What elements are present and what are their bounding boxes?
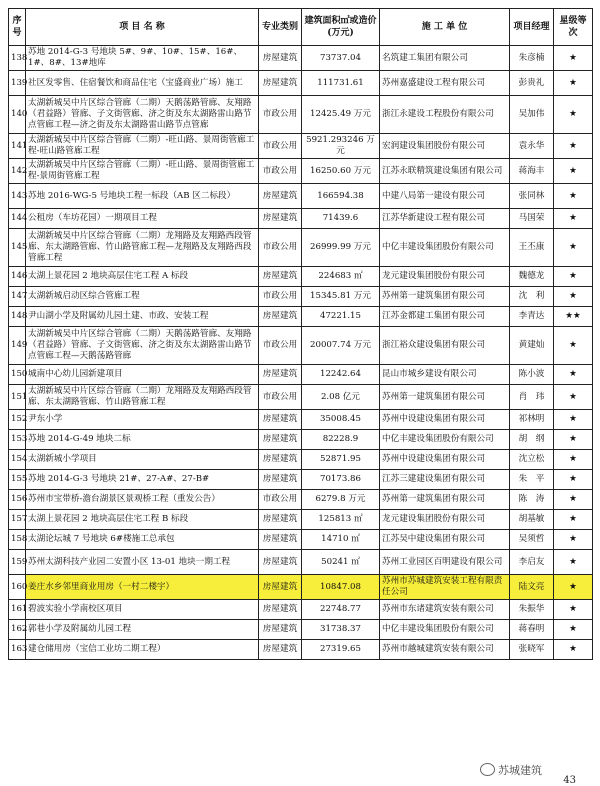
row-manager: 沈 利 (510, 287, 554, 307)
row-category: 房屋建筑 (259, 620, 302, 640)
col-header-area: 建筑面积㎡或造价(万元) (302, 9, 380, 46)
table-row (9, 575, 593, 600)
row-area: 35008.45 (302, 410, 380, 430)
table-row (9, 96, 593, 134)
row-stars: ★ (554, 365, 593, 385)
row-stars: ★ (554, 640, 593, 660)
row-contractor: 苏州第一建筑集团有限公司 (380, 490, 510, 510)
row-category: 房屋建筑 (259, 307, 302, 327)
row-manager: 肖 玮 (510, 385, 554, 410)
row-name: 太湖上景花园 2 地块高层住宅工程 A 标段 (26, 267, 259, 287)
row-area: 70173.86 (302, 470, 380, 490)
row-no: 140 (9, 96, 26, 134)
table-row (9, 385, 593, 410)
table-row (9, 550, 593, 575)
row-category: 房屋建筑 (259, 184, 302, 209)
row-contractor: 浙江裕众建设集团有限公司 (380, 327, 510, 365)
row-category: 房屋建筑 (259, 46, 302, 71)
row-category: 房屋建筑 (259, 430, 302, 450)
row-category: 房屋建筑 (259, 470, 302, 490)
row-area: 82228.9 (302, 430, 380, 450)
row-no: 155 (9, 470, 26, 490)
row-stars: ★ (554, 159, 593, 184)
row-no: 139 (9, 71, 26, 96)
row-area: 6279.8 万元 (302, 490, 380, 510)
table-row (9, 365, 593, 385)
row-no: 143 (9, 184, 26, 209)
row-name: 太湖新城吴中片区综合管廊（二期）龙翔路及友翔路西段管廊、东太湖路管廊、竹山路管廊工程—龙翔路及友翔路西段管廊工程 (26, 229, 259, 267)
row-stars: ★ (554, 620, 593, 640)
table-row (9, 229, 593, 267)
row-manager: 陈 涛 (510, 490, 554, 510)
row-stars: ★ (554, 575, 593, 600)
row-no: 142 (9, 159, 26, 184)
table-row (9, 327, 593, 365)
table-row (9, 450, 593, 470)
row-name: 太湖新城吴中片区综合管廊（二期）天鹅荡路管廊、友翔路（君益路）管廊、子文街管廊、济之街及东太湖路雷山路节点管廊工程—济之街及东太湖路雷山路节点管廊 (26, 96, 259, 134)
table-row (9, 410, 593, 430)
row-area: 5921.293246 万元 (302, 134, 380, 159)
row-no: 146 (9, 267, 26, 287)
row-no: 158 (9, 530, 26, 550)
row-name: 尹山湖小学及附属幼儿园土建、市政、安装工程 (26, 307, 259, 327)
row-contractor: 江苏永联精筑建设集团有限公司 (380, 159, 510, 184)
row-no: 153 (9, 430, 26, 450)
row-category: 房屋建筑 (259, 550, 302, 575)
row-manager: 陈小波 (510, 365, 554, 385)
row-category: 房屋建筑 (259, 410, 302, 430)
row-area: 26999.99 万元 (302, 229, 380, 267)
row-manager: 王丕康 (510, 229, 554, 267)
row-stars: ★ (554, 470, 593, 490)
row-category: 房屋建筑 (259, 530, 302, 550)
row-area: 71439.6 (302, 209, 380, 229)
row-manager: 胡 纲 (510, 430, 554, 450)
table-row (9, 640, 593, 660)
row-category: 房屋建筑 (259, 267, 302, 287)
row-area: 14710 ㎡ (302, 530, 380, 550)
table-row (9, 620, 593, 640)
row-no: 163 (9, 640, 26, 660)
row-name: 城南中心幼儿园新建项目 (26, 365, 259, 385)
row-stars: ★ (554, 490, 593, 510)
row-category: 房屋建筑 (259, 365, 302, 385)
row-manager: 祁林明 (510, 410, 554, 430)
row-stars: ★ (554, 71, 593, 96)
row-stars: ★ (554, 46, 593, 71)
row-area: 20007.74 万元 (302, 327, 380, 365)
row-stars: ★ (554, 327, 593, 365)
table-row (9, 134, 593, 159)
col-header-stars: 星级等次 (554, 9, 593, 46)
row-manager: 沈立松 (510, 450, 554, 470)
row-contractor: 苏州市越城建筑安装有限公司 (380, 640, 510, 660)
row-no: 138 (9, 46, 26, 71)
row-name: 太湖新城启动区综合管廊工程 (26, 287, 259, 307)
row-name: 尹东小学 (26, 410, 259, 430)
row-area: 16250.60 万元 (302, 159, 380, 184)
row-manager: 陆文亮 (510, 575, 554, 600)
row-area: 12242.64 (302, 365, 380, 385)
row-manager: 黄建灿 (510, 327, 554, 365)
table-row (9, 159, 593, 184)
row-area: 31738.37 (302, 620, 380, 640)
row-stars: ★ (554, 287, 593, 307)
table-row (9, 600, 593, 620)
row-category: 市政公用 (259, 287, 302, 307)
row-manager: 袁永华 (510, 134, 554, 159)
row-stars: ★ (554, 267, 593, 287)
row-no: 151 (9, 385, 26, 410)
row-stars: ★ (554, 510, 593, 530)
page-number: 43 (563, 775, 576, 786)
row-manager: 吴须哲 (510, 530, 554, 550)
row-name: 姜庄水乡邻里商业用房（一村二楼宇） (26, 575, 259, 600)
row-contractor: 苏州市东诸建筑安装有限公司 (380, 600, 510, 620)
row-contractor: 中建八局第一建设有限公司 (380, 184, 510, 209)
row-category: 市政公用 (259, 96, 302, 134)
row-no: 162 (9, 620, 26, 640)
row-no: 154 (9, 450, 26, 470)
table-header-row (9, 9, 593, 46)
row-stars: ★ (554, 550, 593, 575)
row-contractor: 浙江永建设工程股份有限公司 (380, 96, 510, 134)
row-manager: 蒋春明 (510, 620, 554, 640)
row-category: 市政公用 (259, 327, 302, 365)
row-contractor: 龙元建设集团股份有限公司 (380, 510, 510, 530)
table-row (9, 71, 593, 96)
row-stars: ★ (554, 600, 593, 620)
col-header-name: 项 目 名 称 (26, 9, 259, 46)
row-contractor: 苏州工业园区百明建设有限公司 (380, 550, 510, 575)
row-manager: 彭贵礼 (510, 71, 554, 96)
row-contractor: 苏州第一建筑集团有限公司 (380, 287, 510, 307)
row-contractor: 名筑建工集团有限公司 (380, 46, 510, 71)
row-area: 224683 ㎡ (302, 267, 380, 287)
row-stars: ★ (554, 530, 593, 550)
row-no: 159 (9, 550, 26, 575)
row-name: 苏州市宝带桥-澹台湖景区景观桥工程（重发公告） (26, 490, 259, 510)
row-category: 市政公用 (259, 134, 302, 159)
row-manager: 吴加伟 (510, 96, 554, 134)
row-contractor: 中亿丰建设集团股份有限公司 (380, 229, 510, 267)
row-name: 苏地 2014-G-3 号地块 21#、27-A#、27-B# (26, 470, 259, 490)
row-manager: 李启友 (510, 550, 554, 575)
row-manager: 魏德龙 (510, 267, 554, 287)
row-category: 房屋建筑 (259, 600, 302, 620)
table-row (9, 490, 593, 510)
row-name: 苏地 2014-G-49 地块二标 (26, 430, 259, 450)
row-area: 52871.95 (302, 450, 380, 470)
col-header-contractor: 施 工 单 位 (380, 9, 510, 46)
watermark-text: 苏城建筑 (498, 764, 542, 777)
row-contractor: 苏州市苏城建筑安装工程有限责任公司 (380, 575, 510, 600)
row-category: 房屋建筑 (259, 450, 302, 470)
wechat-icon (480, 763, 495, 776)
row-area: 50241 ㎡ (302, 550, 380, 575)
row-area: 15345.81 万元 (302, 287, 380, 307)
row-stars: ★ (554, 96, 593, 134)
row-category: 市政公用 (259, 159, 302, 184)
row-name: 公租房（车坊花园）一期项目工程 (26, 209, 259, 229)
row-contractor: 苏州嘉盛建设工程有限公司 (380, 71, 510, 96)
row-name: 太湖上景花园 2 地块高层住宅工程 B 标段 (26, 510, 259, 530)
table-row (9, 530, 593, 550)
row-contractor: 江苏华新建设工程有限公司 (380, 209, 510, 229)
row-no: 144 (9, 209, 26, 229)
row-stars: ★ (554, 134, 593, 159)
row-area: 10847.08 (302, 575, 380, 600)
row-stars: ★ (554, 229, 593, 267)
row-manager: 胡基敏 (510, 510, 554, 530)
row-category: 市政公用 (259, 229, 302, 267)
row-name: 苏州太湖科技产业园二安置小区 13-01 地块一期工程 (26, 550, 259, 575)
table-row (9, 209, 593, 229)
row-name: 太湖新城吴中片区综合管廊（二期）-旺山路、景周街管廊工程-景周街管廊工程 (26, 159, 259, 184)
row-manager: 朱振华 (510, 600, 554, 620)
row-contractor: 昆山市城乡建设有限公司 (380, 365, 510, 385)
row-manager: 蒋海丰 (510, 159, 554, 184)
col-header-manager: 项目经理 (510, 9, 554, 46)
row-no: 150 (9, 365, 26, 385)
row-name: 太湖新城吴中片区综合管廊（二期）龙翔路及友翔路西段管廊、东太湖路管廊、竹山路管廊工程 (26, 385, 259, 410)
row-contractor: 江苏金都建工集团有限公司 (380, 307, 510, 327)
row-category: 房屋建筑 (259, 640, 302, 660)
row-category: 房屋建筑 (259, 510, 302, 530)
row-name: 苏地 2016-WG-5 号地块工程一标段（AB 区二标段） (26, 184, 259, 209)
row-name: 社区发零售、住宿餐饮和商品住宅（宝盛商业广场）施工 (26, 71, 259, 96)
row-area: 111731.61 (302, 71, 380, 96)
table-row (9, 307, 593, 327)
table-row (9, 510, 593, 530)
col-header-category: 专业类别 (259, 9, 302, 46)
row-no: 157 (9, 510, 26, 530)
row-manager: 朱 平 (510, 470, 554, 490)
page-footer (0, 750, 600, 785)
row-stars: ★ (554, 209, 593, 229)
row-area: 27319.65 (302, 640, 380, 660)
row-no: 149 (9, 327, 26, 365)
table-row (9, 287, 593, 307)
row-area: 125813 ㎡ (302, 510, 380, 530)
row-category: 市政公用 (259, 385, 302, 410)
row-contractor: 宏润建设集团股份有限公司 (380, 134, 510, 159)
row-name: 太湖新城小学项目 (26, 450, 259, 470)
row-name: 苏地 2014-G-3 号地块 5#、9#、10#、15#、16#、1#、8#、13#地库 (26, 46, 259, 71)
table-body (9, 46, 593, 660)
row-contractor: 江苏吴中建设集团有限公司 (380, 530, 510, 550)
project-table (8, 8, 593, 660)
row-area: 47221.15 (302, 307, 380, 327)
row-area: 2.08 亿元 (302, 385, 380, 410)
row-manager: 朱彦楠 (510, 46, 554, 71)
row-area: 73737.04 (302, 46, 380, 71)
row-manager: 马国荣 (510, 209, 554, 229)
row-name: 碧波实验小学南校区项目 (26, 600, 259, 620)
row-area: 22748.77 (302, 600, 380, 620)
row-no: 141 (9, 134, 26, 159)
row-name: 太湖新城吴中片区综合管廊（二期）-旺山路、景周街管廊工程-旺山路管廊工程 (26, 134, 259, 159)
watermark (480, 762, 542, 778)
row-no: 147 (9, 287, 26, 307)
row-area: 12425.49 万元 (302, 96, 380, 134)
row-stars: ★ (554, 184, 593, 209)
row-contractor: 中亿丰建设集团股份有限公司 (380, 430, 510, 450)
row-contractor: 中亿丰建设集团股份有限公司 (380, 620, 510, 640)
table-row (9, 46, 593, 71)
row-contractor: 苏州中设建设集团有限公司 (380, 410, 510, 430)
row-stars: ★ (554, 430, 593, 450)
row-manager: 张晓军 (510, 640, 554, 660)
row-name: 太湖新城吴中片区综合管廊（二期）天鹅荡路管廊、友翔路（君益路）管廊、子文街管廊、济之街及东太湖路雷山路节点管廊工程—天鹅荡路管廊 (26, 327, 259, 365)
table-row (9, 267, 593, 287)
row-contractor: 苏州第一建筑集团有限公司 (380, 385, 510, 410)
row-contractor: 苏州中设建设集团有限公司 (380, 450, 510, 470)
row-stars: ★ (554, 385, 593, 410)
table-row (9, 430, 593, 450)
table-row (9, 470, 593, 490)
row-stars: ★ (554, 450, 593, 470)
row-stars: ★★ (554, 307, 593, 327)
row-name: 郭巷小学及附属幼儿园工程 (26, 620, 259, 640)
table-row (9, 184, 593, 209)
row-no: 152 (9, 410, 26, 430)
row-contractor: 江苏三建建设集团有限公司 (380, 470, 510, 490)
row-no: 161 (9, 600, 26, 620)
row-category: 房屋建筑 (259, 575, 302, 600)
row-contractor: 龙元建设集团股份有限公司 (380, 267, 510, 287)
row-category: 市政公用 (259, 490, 302, 510)
row-no: 145 (9, 229, 26, 267)
row-category: 房屋建筑 (259, 209, 302, 229)
row-no: 156 (9, 490, 26, 510)
row-manager: 张同林 (510, 184, 554, 209)
row-no: 160 (9, 575, 26, 600)
row-stars: ★ (554, 410, 593, 430)
row-manager: 李青达 (510, 307, 554, 327)
row-name: 太湖论坛城 7 号地块 6#楼施工总承包 (26, 530, 259, 550)
row-name: 建仓储用房（宝信工业坊二期工程） (26, 640, 259, 660)
row-no: 148 (9, 307, 26, 327)
col-header-no: 序号 (9, 9, 26, 46)
row-area: 166594.38 (302, 184, 380, 209)
row-category: 房屋建筑 (259, 71, 302, 96)
